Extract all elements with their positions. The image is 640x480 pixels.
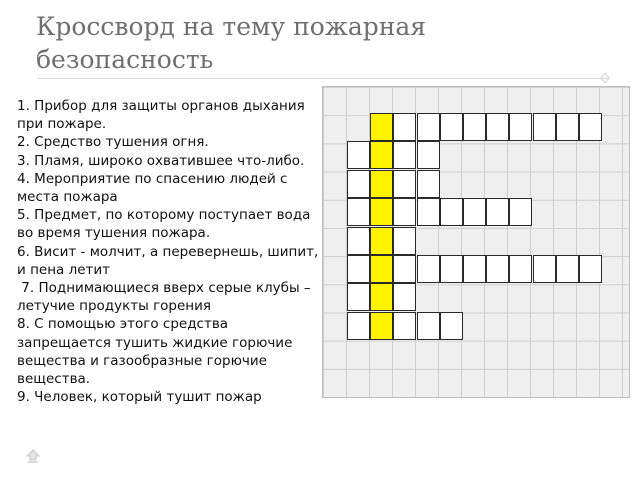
crossword-cell-r2-c3[interactable] (393, 141, 416, 169)
crossword-cell-r5-c2[interactable] (370, 227, 393, 255)
crossword-cell-r6-c5[interactable] (440, 255, 463, 283)
crossword-cell-r1-c9[interactable] (533, 113, 556, 141)
crossword-cell-r1-c6[interactable] (463, 113, 486, 141)
crossword-cell-r7-c1[interactable] (347, 283, 370, 311)
crossword-cell-r1-c3[interactable] (393, 113, 416, 141)
crossword-cell-r7-c2[interactable] (370, 283, 393, 311)
crossword-cell-r8-c5[interactable] (440, 312, 463, 340)
clue-1: 1. Прибор для защиты органов дыхания при пожаре. (17, 98, 305, 133)
crossword-cell-r6-c1[interactable] (347, 255, 370, 283)
crossword-cell-r2-c1[interactable] (347, 141, 370, 169)
crossword-cell-r8-c3[interactable] (393, 312, 416, 340)
clue-7: 7. Поднимающиеся вверх серые клубы – летучие продукты горения (17, 280, 315, 315)
crossword-cell-r8-c1[interactable] (347, 312, 370, 340)
clue-2: 2. Средство тушения огня. (17, 134, 209, 151)
crossword-cell-r6-c10[interactable] (556, 255, 579, 283)
clue-9: 9. Человек, который тушит пожар (17, 389, 262, 406)
crossword-cell-r1-c11[interactable] (579, 113, 602, 141)
crossword-cell-r4-c6[interactable] (463, 198, 486, 226)
crossword-cell-r6-c8[interactable] (509, 255, 532, 283)
crossword-cell-r1-c7[interactable] (486, 113, 509, 141)
crossword-cell-r4-c8[interactable] (509, 198, 532, 226)
crossword-cell-r2-c2[interactable] (370, 141, 393, 169)
crossword-cell-r4-c5[interactable] (440, 198, 463, 226)
clue-5: 5. Предмет, по которому поступает вода во время тушения пожара. (17, 207, 311, 242)
title-divider (38, 78, 608, 79)
crossword-cell-r8-c4[interactable] (417, 312, 440, 340)
crossword-cell-r2-c4[interactable] (417, 141, 440, 169)
clue-8: 8. С помощью этого средства запрещается тушить жидкие горючие вещества и газообразные горючие вещества. (17, 316, 293, 388)
slide-title: Кроссворд на тему пожарная безопасность (36, 12, 427, 74)
crossword-cell-r3-c3[interactable] (393, 170, 416, 198)
crossword-cell-r4-c4[interactable] (417, 198, 440, 226)
crossword-cell-r8-c2[interactable] (370, 312, 393, 340)
crossword-cell-r1-c2[interactable] (370, 113, 393, 141)
crossword-cell-r3-c4[interactable] (417, 170, 440, 198)
crossword-cell-r1-c10[interactable] (556, 113, 579, 141)
crossword-cell-r6-c4[interactable] (417, 255, 440, 283)
clue-4: 4. Мероприятие по спасению людей с места пожара (17, 170, 288, 206)
crossword-cell-r4-c7[interactable] (486, 198, 509, 226)
crossword-cell-r6-c9[interactable] (533, 255, 556, 283)
crossword-cell-r6-c3[interactable] (393, 255, 416, 283)
divider-end-ornament (600, 72, 610, 84)
crossword-cell-r7-c3[interactable] (393, 283, 416, 311)
crossword-cell-r1-c5[interactable] (440, 113, 463, 141)
crossword-cell-r6-c11[interactable] (579, 255, 602, 283)
slide-nav-icon[interactable] (24, 448, 42, 466)
crossword-cell-r1-c4[interactable] (417, 113, 440, 141)
crossword-cell-r3-c2[interactable] (370, 170, 393, 198)
clue-3: 3. Пламя, широко охватившее что-либо. (17, 152, 305, 169)
crossword-cell-r1-c8[interactable] (509, 113, 532, 141)
crossword-cell-r6-c2[interactable] (370, 255, 393, 283)
clue-6: 6. Висит - молчит, а перевернешь, шипит, и пена летит (17, 243, 319, 278)
crossword-cell-r6-c6[interactable] (463, 255, 486, 283)
crossword-cell-r4-c3[interactable] (393, 198, 416, 226)
crossword-cell-r3-c1[interactable] (347, 170, 370, 198)
crossword-cell-r4-c2[interactable] (370, 198, 393, 226)
crossword-cell-r6-c7[interactable] (486, 255, 509, 283)
clue-list (17, 97, 319, 406)
crossword-cell-r4-c1[interactable] (347, 198, 370, 226)
crossword-cell-r5-c1[interactable] (347, 227, 370, 255)
crossword-cell-r5-c3[interactable] (393, 227, 416, 255)
